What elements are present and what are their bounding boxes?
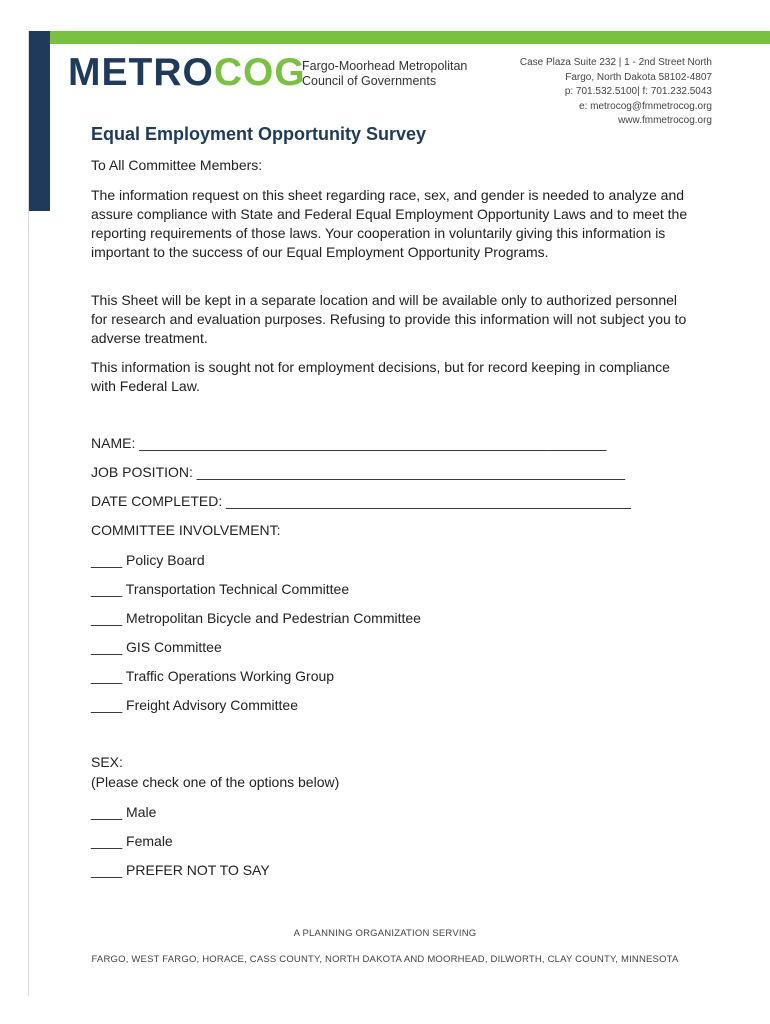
contact-email: e: metrocog@fmmetrocog.org — [579, 100, 712, 112]
sex-label: SEX: — [91, 754, 123, 770]
left-margin-rule — [28, 31, 29, 996]
salutation: To All Committee Members: — [91, 157, 263, 173]
footer-tagline: A PLANNING ORGANIZATION SERVING — [293, 928, 477, 939]
committee-option-traffic-operations[interactable]: ____ Traffic Operations Working Group — [91, 668, 335, 684]
document-title: Equal Employment Opportunity Survey — [91, 124, 427, 144]
job-position-field[interactable]: JOB POSITION: _______________________________________________________ — [91, 464, 626, 480]
metrocog-logo — [68, 52, 306, 94]
committee-option-gis[interactable]: ____ GIS Committee — [91, 639, 222, 655]
date-completed-field[interactable]: DATE COMPLETED: ____________________________________________________ — [91, 493, 631, 509]
sex-option-female[interactable]: ____ Female — [91, 833, 173, 849]
sex-option-male[interactable]: ____ Male — [91, 804, 157, 820]
org-name — [302, 59, 502, 89]
contact-city: Fargo, North Dakota 58102-4807 — [565, 71, 712, 83]
paragraph-2: This Sheet will be kept in a separate location and will be available only to authorized personnel for research and evaluation purposes. Refusing to provide this information will not subject you to adverse treatment. — [91, 292, 687, 346]
committee-option-policy-board[interactable]: ____ Policy Board — [91, 552, 205, 568]
contact-phone: p: 701.532.5100| f: 701.232.5043 — [564, 86, 712, 97]
header-green-bar — [50, 31, 770, 44]
name-field[interactable]: NAME: ____________________________________________________________ — [91, 435, 607, 451]
org-name-line1: Fargo-Moorhead Metropolitan — [302, 59, 468, 73]
footer-service-area: FARGO, WEST FARGO, HORACE, CASS COUNTY, NORTH DAKOTA AND MOORHEAD, DILWORTH, CLAY COUNTY, MINNESOTA — [91, 954, 679, 965]
paragraph-3: This information is sought not for employment decisions, but for record keeping in compliance with Federal Law. — [91, 359, 670, 394]
logo-metro: METRO — [68, 51, 214, 94]
committee-option-transportation-technical[interactable]: ____ Transportation Technical Committee — [91, 581, 350, 597]
logo-cog: COG — [213, 51, 306, 94]
sex-instructions: (Please check one of the options below) — [91, 774, 340, 790]
committee-option-freight-advisory[interactable]: ____ Freight Advisory Committee — [91, 697, 298, 713]
committee-option-bicycle-pedestrian[interactable]: ____ Metropolitan Bicycle and Pedestrian Committee — [91, 610, 421, 626]
contact-address: Case Plaza Suite 232 | 1 - 2nd Street North — [519, 57, 712, 68]
header-navy-bar — [28, 31, 50, 211]
sex-option-prefer-not-to-say[interactable]: ____ PREFER NOT TO SAY — [91, 862, 270, 878]
contact-website: www.fmmetrocog.org — [618, 115, 712, 126]
paragraph-1: The information request on this sheet regarding race, sex, and gender is needed to analyze and assure compliance with State and Federal Equal Employment Opportunity Laws and to meet the reporting requirements of those laws. Your cooperation in voluntarily giving this information is important to the success of our Equal Employment Opportunity Programs. — [91, 187, 688, 260]
contact-block — [520, 56, 712, 129]
org-name-line2: Council of Governments — [302, 74, 437, 88]
committee-involvement-label: COMMITTEE INVOLVEMENT: — [91, 522, 281, 538]
